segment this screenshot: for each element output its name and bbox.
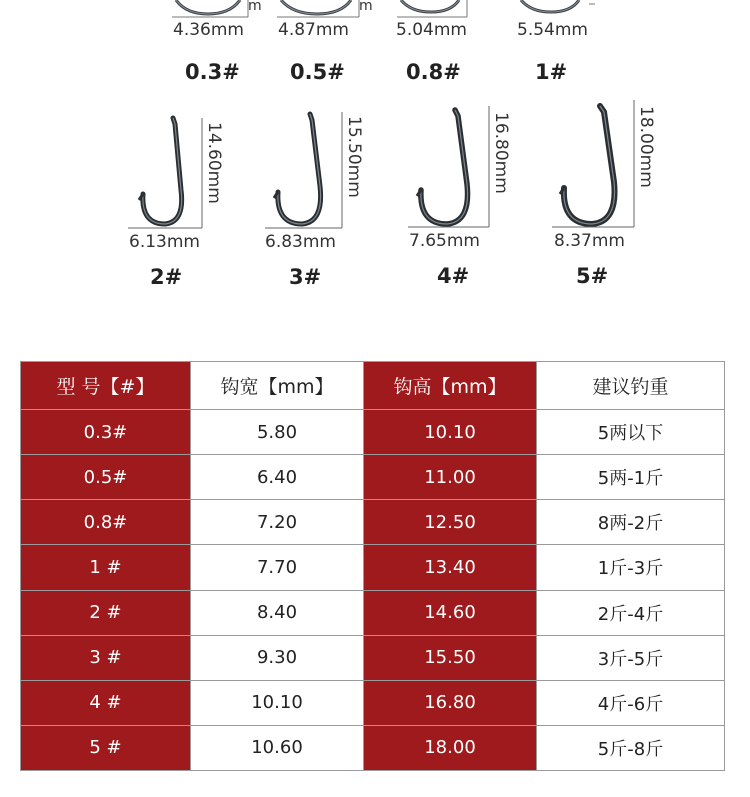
hook-width-label: 5.04mm bbox=[396, 20, 467, 40]
header-width: 钩宽【mm】 bbox=[191, 362, 364, 410]
cell-height: 18.00 bbox=[364, 725, 537, 770]
hook-height-label: 16.80mm bbox=[491, 112, 511, 194]
table-row bbox=[21, 455, 725, 500]
cell-weight: 1斤-3斤 bbox=[537, 545, 725, 590]
cell-weight: 5两以下 bbox=[537, 410, 725, 455]
cell-height: 14.60 bbox=[364, 590, 537, 635]
cell-weight: 8两-2斤 bbox=[537, 500, 725, 545]
cell-model: 2 # bbox=[21, 590, 191, 635]
hook-width-label: 4.87mm bbox=[278, 20, 349, 40]
hook-size-label: 0.8# bbox=[406, 60, 461, 84]
hook-width-label: 6.13mm bbox=[129, 232, 200, 252]
hook-icon bbox=[513, 0, 603, 20]
cell-weight: 4斤-6斤 bbox=[537, 680, 725, 725]
cell-width: 9.30 bbox=[191, 635, 364, 680]
header-model: 型 号【#】 bbox=[21, 362, 191, 410]
table-row bbox=[21, 545, 725, 590]
hook-size-label: 4# bbox=[437, 264, 470, 288]
cell-model: 3 # bbox=[21, 635, 191, 680]
table-row bbox=[21, 500, 725, 545]
table-row bbox=[21, 410, 725, 455]
hook-size-label: 2# bbox=[150, 265, 183, 289]
hook-height-label: 15.50mm bbox=[344, 116, 364, 198]
cell-width: 6.40 bbox=[191, 455, 364, 500]
hook-icon bbox=[405, 104, 505, 229]
height-label-clipped: m bbox=[359, 0, 373, 14]
cell-weight: 5两-1斤 bbox=[537, 455, 725, 500]
cell-model: 1 # bbox=[21, 545, 191, 590]
hook-width-label: 4.36mm bbox=[173, 20, 244, 40]
cell-height: 12.50 bbox=[364, 500, 537, 545]
cell-model: 0.3# bbox=[21, 410, 191, 455]
cell-weight: 3斤-5斤 bbox=[537, 635, 725, 680]
hook-size-label: 3# bbox=[289, 265, 322, 289]
header-weight: 建议钓重 bbox=[537, 362, 725, 410]
cell-weight: 5斤-8斤 bbox=[537, 725, 725, 770]
cell-height: 10.10 bbox=[364, 410, 537, 455]
cell-model: 4 # bbox=[21, 680, 191, 725]
hook-height-label: 14.60mm bbox=[204, 122, 224, 204]
cell-width: 10.10 bbox=[191, 680, 364, 725]
cell-weight: 2斤-4斤 bbox=[537, 590, 725, 635]
height-label-clipped: m bbox=[248, 0, 262, 14]
cell-height: 16.80 bbox=[364, 680, 537, 725]
cell-height: 11.00 bbox=[364, 455, 537, 500]
table-row bbox=[21, 725, 725, 770]
table-body bbox=[21, 410, 725, 771]
table-header-row bbox=[21, 362, 725, 410]
hook-height-label: 18.00mm bbox=[636, 106, 656, 188]
hook-icon bbox=[550, 100, 650, 230]
table-row bbox=[21, 590, 725, 635]
hook-icon bbox=[393, 0, 483, 20]
hook-width-label: 8.37mm bbox=[554, 231, 625, 251]
cell-width: 10.60 bbox=[191, 725, 364, 770]
hook-width-label: 5.54mm bbox=[517, 20, 588, 40]
cell-height: 13.40 bbox=[364, 545, 537, 590]
hook-size-label: 1# bbox=[535, 60, 568, 84]
hook-icon bbox=[168, 0, 258, 20]
hook-size-label: 0.3# bbox=[185, 60, 240, 84]
cell-width: 5.80 bbox=[191, 410, 364, 455]
cell-height: 15.50 bbox=[364, 635, 537, 680]
hook-width-label: 6.83mm bbox=[265, 232, 336, 252]
table-row bbox=[21, 680, 725, 725]
cell-model: 0.5# bbox=[21, 455, 191, 500]
cell-model: 5 # bbox=[21, 725, 191, 770]
header-height: 钩高【mm】 bbox=[364, 362, 537, 410]
cell-width: 8.40 bbox=[191, 590, 364, 635]
cell-width: 7.70 bbox=[191, 545, 364, 590]
hook-size-label: 0.5# bbox=[290, 60, 345, 84]
hook-spec-table bbox=[20, 361, 725, 771]
hook-size-label: 5# bbox=[576, 264, 609, 288]
hook-width-label: 7.65mm bbox=[409, 231, 480, 251]
table-row bbox=[21, 635, 725, 680]
cell-width: 7.20 bbox=[191, 500, 364, 545]
cell-model: 0.8# bbox=[21, 500, 191, 545]
